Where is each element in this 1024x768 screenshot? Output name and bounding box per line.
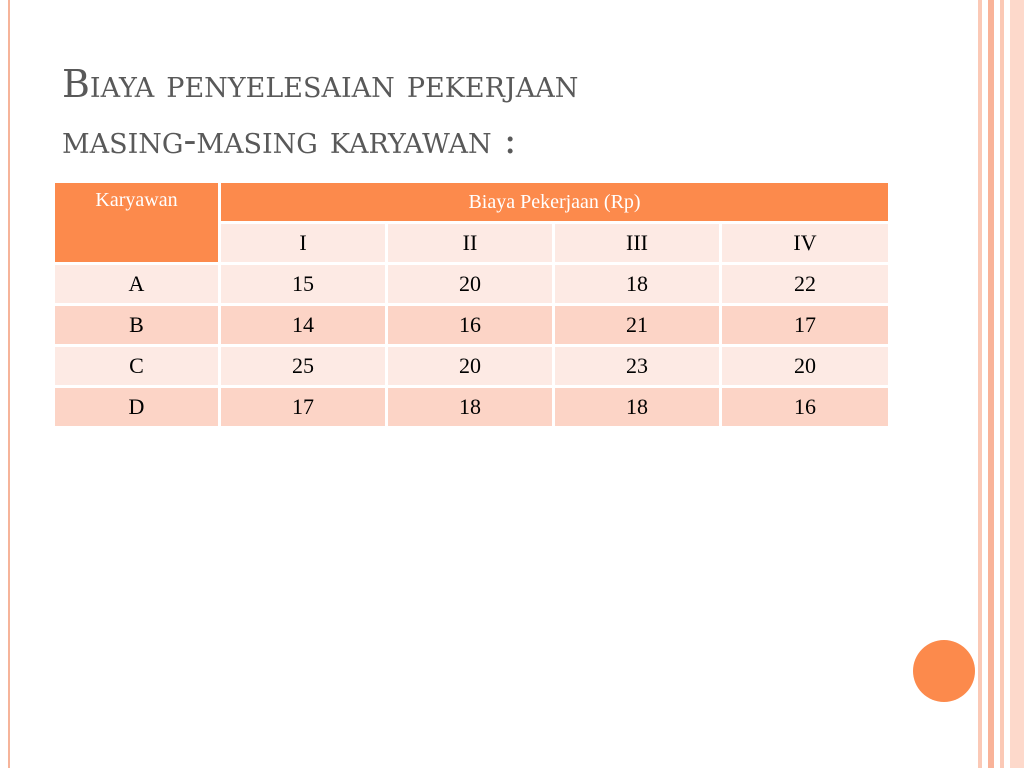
table-cell: 17 bbox=[220, 387, 387, 428]
column-header-iii: III bbox=[554, 223, 721, 264]
row-label: B bbox=[54, 305, 220, 346]
table-cell: 20 bbox=[721, 346, 890, 387]
table-cell: 16 bbox=[721, 387, 890, 428]
table-cell: 21 bbox=[554, 305, 721, 346]
slide-title bbox=[62, 56, 962, 168]
table-cell: 17 bbox=[721, 305, 890, 346]
row-label: D bbox=[54, 387, 220, 428]
table-cell: 23 bbox=[554, 346, 721, 387]
column-header-ii: II bbox=[387, 223, 554, 264]
table-row-c bbox=[54, 346, 890, 387]
table-cell: 18 bbox=[554, 387, 721, 428]
header-row bbox=[54, 182, 890, 223]
decorative-orange-circle bbox=[913, 640, 975, 702]
row-label: A bbox=[54, 264, 220, 305]
title-line-2: masing-masing karyawan : bbox=[62, 118, 517, 162]
column-header-i: I bbox=[220, 223, 387, 264]
row-label: C bbox=[54, 346, 220, 387]
header-karyawan: Karyawan bbox=[54, 182, 220, 264]
table-row-a bbox=[54, 264, 890, 305]
table-row-b bbox=[54, 305, 890, 346]
table-row-d bbox=[54, 387, 890, 428]
table-cell: 22 bbox=[721, 264, 890, 305]
table-cell: 16 bbox=[387, 305, 554, 346]
table-cell: 18 bbox=[554, 264, 721, 305]
table-cell: 18 bbox=[387, 387, 554, 428]
table-cell: 20 bbox=[387, 264, 554, 305]
table-cell: 14 bbox=[220, 305, 387, 346]
left-border-rule bbox=[8, 0, 10, 768]
title-line-1: Biaya penyelesaian pekerjaan bbox=[62, 62, 579, 106]
column-header-iv: IV bbox=[721, 223, 890, 264]
table-cell: 15 bbox=[220, 264, 387, 305]
right-border-stripes bbox=[978, 0, 1024, 768]
cost-table bbox=[52, 180, 891, 429]
table-cell: 20 bbox=[387, 346, 554, 387]
header-biaya-pekerjaan: Biaya Pekerjaan (Rp) bbox=[220, 182, 890, 223]
table-cell: 25 bbox=[220, 346, 387, 387]
